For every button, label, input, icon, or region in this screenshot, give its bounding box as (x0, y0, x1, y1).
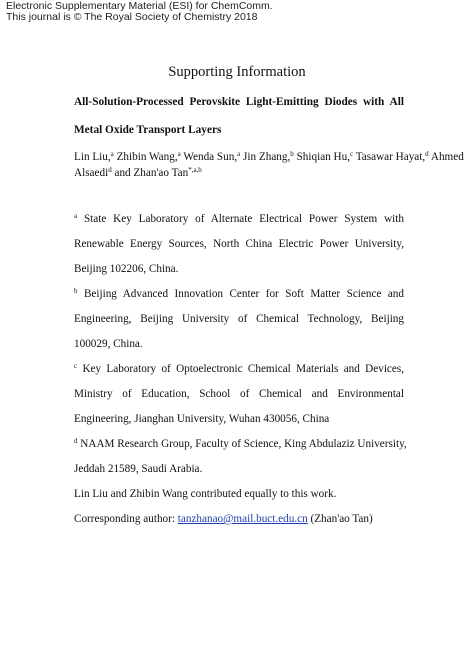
author-name: and Zhan'ao Tan (114, 167, 189, 179)
affiliation-c-line-2: Ministry of Education, School of Chemical and Environmental (74, 388, 404, 400)
author-list-line-1 (74, 150, 464, 164)
affiliation-mark: d (74, 437, 78, 445)
affiliation-a-line-3: Beijing 102206, China. (74, 263, 179, 275)
author-affiliation-mark: d (425, 150, 429, 158)
author-name: Shiqian Hu, (296, 151, 351, 163)
affiliation-c-line-1 (74, 362, 404, 376)
corresponding-author (74, 512, 373, 526)
affiliation-d-line-1 (74, 437, 407, 451)
esi-header-line-1: Electronic Supplementary Material (ESI) for ChemComm. (6, 0, 273, 12)
author-name: Lin Liu, (74, 151, 111, 163)
author-affiliation-mark: d (108, 166, 112, 174)
affiliation-b-line-2: Engineering, Beijing University of Chemical Technology, Beijing (74, 313, 404, 325)
affiliation-a-line-2: Renewable Energy Sources, North China Electric Power University, (74, 238, 404, 250)
author-name: Zhibin Wang, (116, 151, 178, 163)
affiliation-text: Beijing Advanced Innovation Center for Soft Matter Science and (83, 288, 404, 300)
author-affiliation-mark: *,a,b (188, 166, 202, 174)
author-affiliation-mark: a (177, 150, 181, 158)
esi-header-line-2: This journal is © The Royal Society of Chemistry 2018 (6, 11, 258, 23)
affiliation-mark: b (74, 287, 78, 295)
affiliation-mark: c (74, 362, 78, 370)
affiliation-text: NAAM Research Group, Faculty of Science, King Abdulaziz University, (80, 438, 407, 450)
esi-header (6, 1, 273, 23)
paper-title-line-1: All-Solution-Processed Perovskite Light-Emitting Diodes with All (74, 96, 404, 108)
author-affiliation-mark: a (237, 150, 241, 158)
corresponding-name: (Zhan'ao Tan) (310, 513, 373, 525)
author-name-part: Alsaedi (74, 167, 109, 179)
author-name: Jin Zhang, (243, 151, 291, 163)
author-affiliation-mark: b (290, 150, 294, 158)
author-affiliation-mark: c (350, 150, 354, 158)
author-affiliation-mark: a (110, 150, 114, 158)
affiliation-d-line-2: Jeddah 21589, Saudi Arabia. (74, 463, 203, 475)
affiliation-text: State Key Laboratory of Alternate Electrical Power System with (83, 213, 404, 225)
equal-contribution-note: Lin Liu and Zhibin Wang contributed equally to this work. (74, 488, 337, 500)
paper-title-line-2: Metal Oxide Transport Layers (74, 124, 222, 136)
affiliation-a-line-1 (74, 212, 404, 226)
affiliation-b-line-1 (74, 287, 404, 301)
page-title: Supporting Information (168, 64, 306, 80)
affiliation-text: Key Laboratory of Optoelectronic Chemical Materials and Devices, (82, 363, 405, 375)
affiliation-mark: a (74, 212, 78, 220)
affiliation-c-line-3: Engineering, Jianghan University, Wuhan 430056, China (74, 413, 330, 425)
affiliation-b-line-3: 100029, China. (74, 338, 143, 350)
author-name: Tasawar Hayat, (355, 151, 426, 163)
corresponding-label: Corresponding author: (74, 513, 175, 525)
author-name: Wenda Sun, (183, 151, 238, 163)
author-list-line-2 (74, 166, 202, 180)
author-name-part: Ahmed (430, 151, 464, 163)
email-link[interactable]: tanzhanao@mail.buct.edu.cn (177, 513, 308, 525)
